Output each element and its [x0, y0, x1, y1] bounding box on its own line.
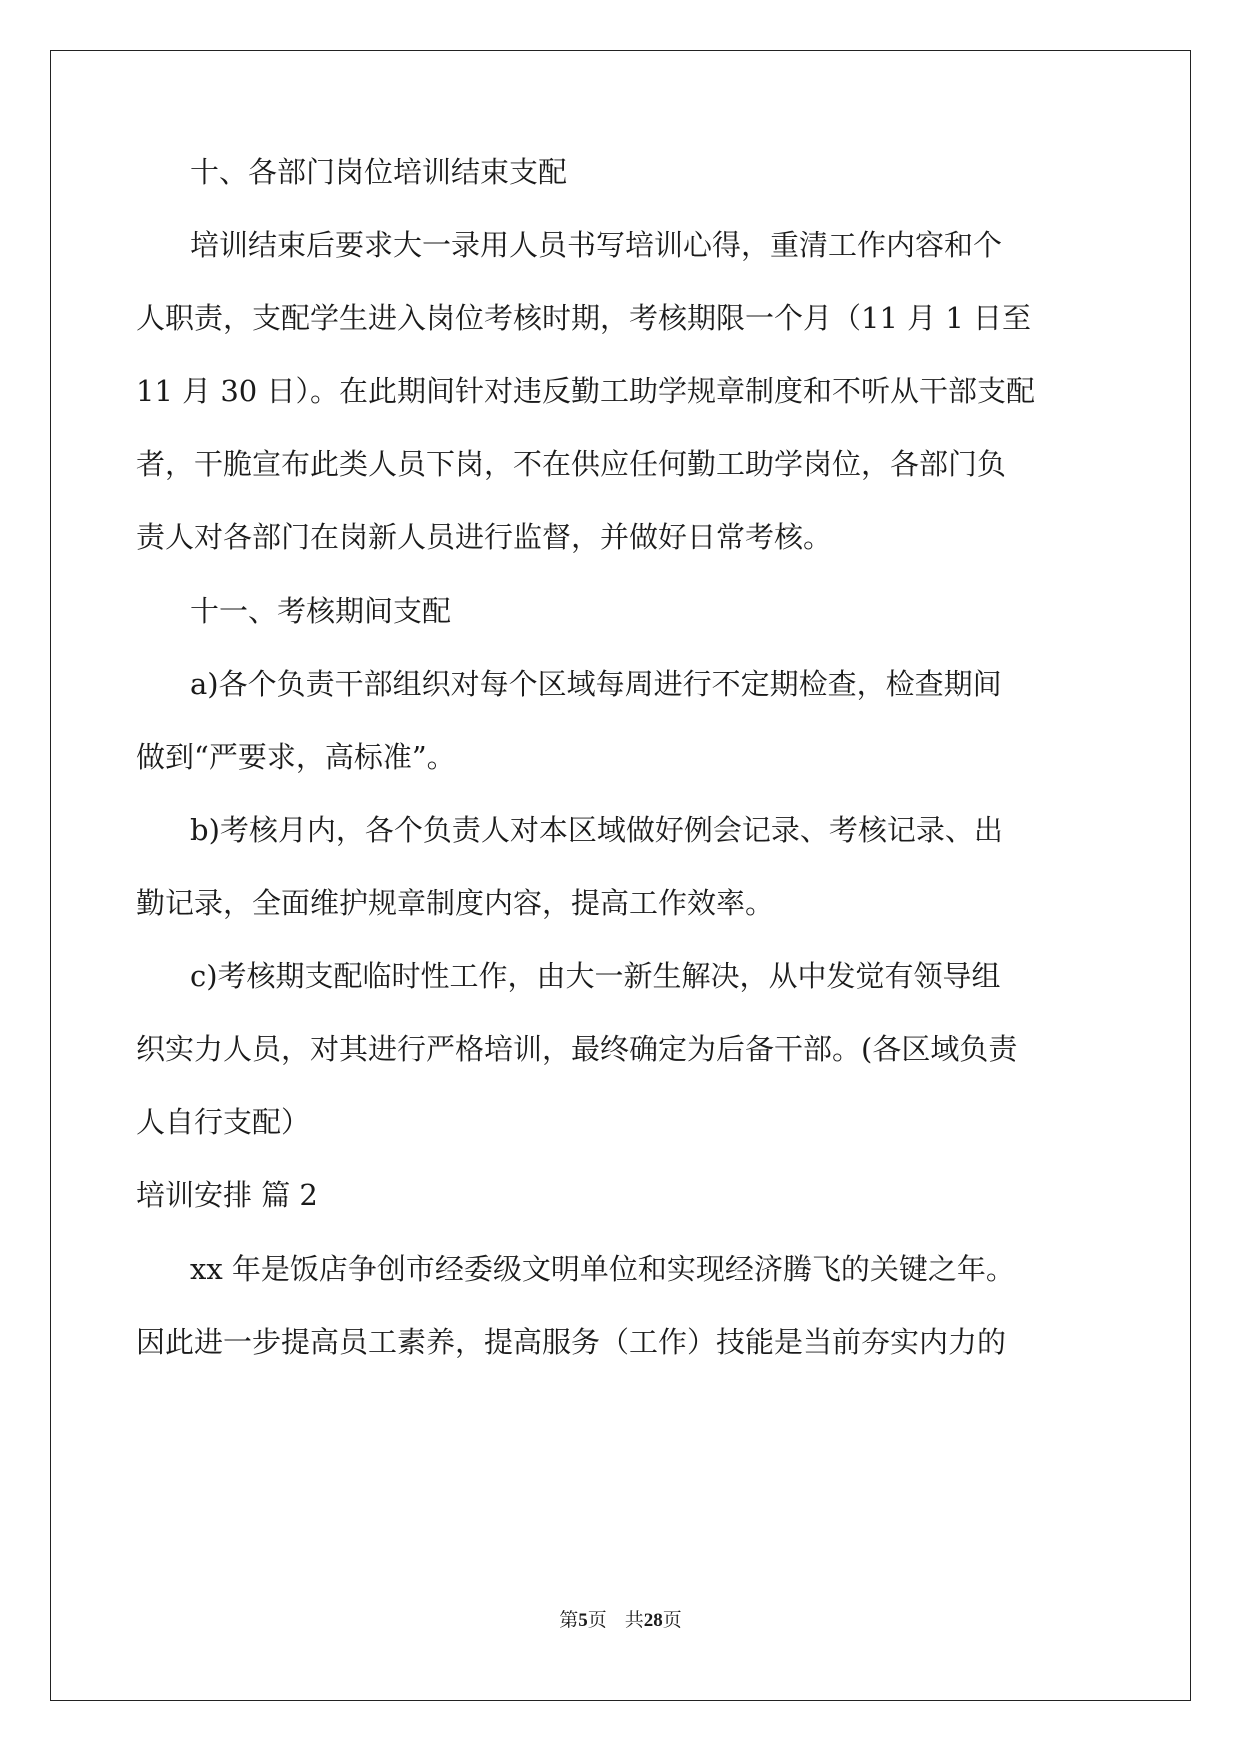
paragraph-line: 人职责，支配学生进入岗位考核时期，考核期限一个月（11 月 1 日至 — [136, 301, 1032, 335]
current-page-number: 5 — [578, 1610, 588, 1631]
paragraph-line: 11 月 30 日）。在此期间针对违反勤工助学规章制度和不听从干部支配 — [136, 374, 1035, 408]
paragraph-line: a)各个负责干部组织对每个区域每周进行不定期检查，检查期间 — [190, 667, 1002, 701]
paragraph-line: 责人对各部门在岗新人员进行监督，并做好日常考核。 — [136, 520, 833, 554]
paragraph-line: 因此进一步提高员工素养，提高服务（工作）技能是当前夯实内力的 — [136, 1325, 1007, 1359]
paragraph-line: 织实力人员，对其进行严格培训，最终确定为后备干部。(各区域负责 — [136, 1032, 1018, 1066]
section-heading-11: 十一、考核期间支配 — [190, 594, 452, 628]
footer-page-suffix: 页 — [587, 1610, 607, 1631]
paragraph-line: 者，干脆宣布此类人员下岗，不在供应任何勤工助学岗位，各部门负 — [136, 447, 1007, 481]
total-page-number: 28 — [643, 1610, 663, 1631]
footer-total-prefix: 共 — [624, 1610, 644, 1631]
article-title: 培训安排 篇 2 — [136, 1178, 318, 1212]
paragraph-line: 培训结束后要求大一录用人员书写培训心得，重清工作内容和个 — [190, 228, 1003, 262]
paragraph-line: 做到“严要求，高标准”。 — [136, 740, 456, 774]
paragraph-line: 勤记录，全面维护规章制度内容，提高工作效率。 — [136, 886, 775, 920]
paragraph-line: c)考核期支配临时性工作，由大一新生解决，从中发觉有领导组 — [190, 959, 1001, 993]
paragraph-line: 人自行支配） — [136, 1105, 311, 1139]
footer-total-suffix: 页 — [662, 1610, 682, 1631]
page-footer — [0, 1605, 1241, 1632]
footer-prefix: 第 — [559, 1610, 579, 1631]
paragraph-line: xx 年是饭店争创市经委级文明单位和实现经济腾飞的关键之年。 — [190, 1252, 1015, 1286]
paragraph-line: b)考核月内，各个负责人对本区域做好例会记录、考核记录、出 — [190, 813, 1003, 847]
section-heading-10: 十、各部门岗位培训结束支配 — [190, 155, 568, 189]
